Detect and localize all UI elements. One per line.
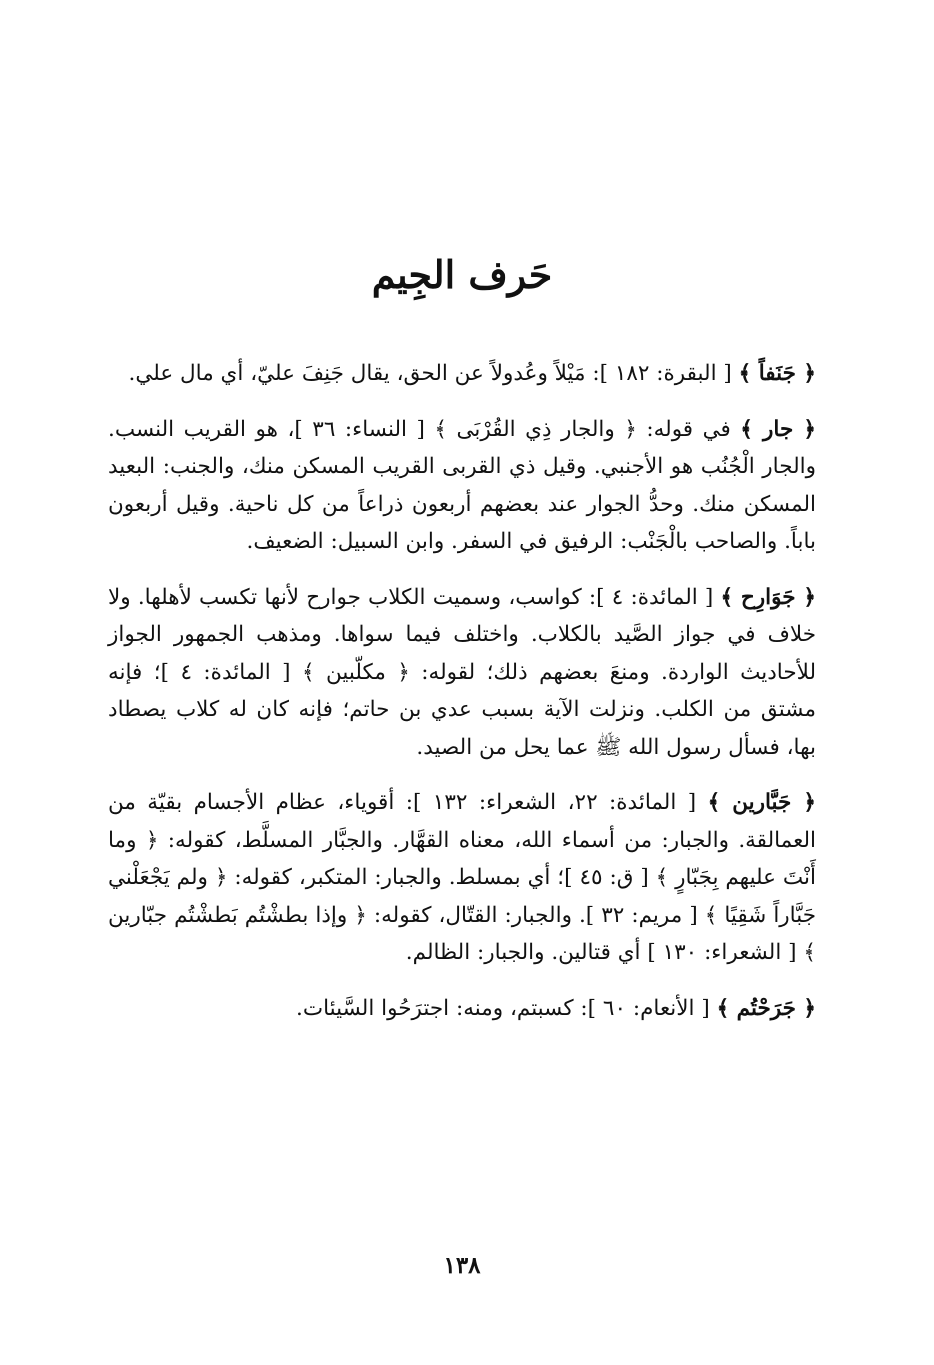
entry-head: ﴿ جَبَّارين ﴾ <box>707 790 816 815</box>
entry-head: ﴿ جَوَارِح ﴾ <box>720 584 816 610</box>
entry-text: [ الأنعام: ٦٠ ]: كسبتم، ومنه: اجترَحُوا السَّيئات. <box>296 995 717 1021</box>
book-page <box>108 0 816 1365</box>
entry-jawarih <box>108 579 816 767</box>
page-number: ١٣٨ <box>443 1252 481 1279</box>
entry-head: ﴿ جَنَفاً ﴾ <box>738 361 816 386</box>
entry-text: في قوله: ﴿ والجار ذِي القُرْبَى ﴾ [ النساء: ٣٦ ]، هو القريب النسب. والجار الْجُنُب هو الأجنبي. وقيل ذي القربى القريب المسكن منك، والجنب: البعيد المسكن منك. وحدُّ الجوار عند بعضهم أربعون ذراعاً من كل ناحية. وقيل أربعون باباً. والصاحب بالْجَنْب: الرفيق في السفر. وابن السبيل: الضعيف. <box>108 416 816 554</box>
entry-text: [ البقرة: ١٨٢ ]: مَيْلاً وعُدولاً عن الحق، يقال جَنِفَ عليّ، أي مال علي. <box>128 361 739 386</box>
entry-head: ﴿ جَرَحْتُم ﴾ <box>716 995 816 1021</box>
entry-jar <box>108 411 816 561</box>
entry-jarahtum <box>108 990 816 1028</box>
chapter-title: حَرف الجِيم <box>371 252 553 297</box>
entry-janafan <box>108 355 816 393</box>
entry-jabbarin <box>108 784 816 972</box>
entries-list <box>108 355 816 1045</box>
entry-text: [ المائدة: ٢٢، الشعراء: ١٣٢ ]: أقوياء، عظام الأجسام بقيّة من العمالقة. والجبار: من أسماء الله، معناه القهَّار. والجبَّار المسلَّط، كقوله: ﴿ وما أَنْتَ عليهم بِجَبّارٍ ﴾ [ ق: ٤٥ ]؛ أي بمسلط. والجبار: المتكبر، كقوله: ﴿ ولم يَجْعَلْني جَبَّاراً شَقِيًا ﴾ [ مريم: ٣٢ ]. والجبار: القتّال، كقوله: ﴿ وإذا بطشْتُم بَطشْتُم جبّارين ﴾ [ الشعراء: ١٣٠ ] أي قتالين. والجبار: الظالم. <box>108 790 817 965</box>
entry-head: ﴿ جار ﴾ <box>740 416 817 442</box>
entry-text: [ المائدة: ٤ ]: كواسب، وسميت الكلاب جوارح لأنها تكسب لأهلها. ولا خلاف في جواز الصَّيد بالكلاب. واختلف فيما سواها. ومذهب الجمهور الجواز للأحاديث الواردة. ومنعَ بعضهم ذلك؛ لقوله: ﴿ مكلّبين ﴾ [ المائدة: ٤ ]؛ فإنه مشتق من الكلب. ونزلت الآية بسبب عدي بن حاتم؛ فإنه كان له كلاب يصطاد بها، فسأل رسول الله ﷺ عما يحل من الصيد. <box>108 584 816 760</box>
